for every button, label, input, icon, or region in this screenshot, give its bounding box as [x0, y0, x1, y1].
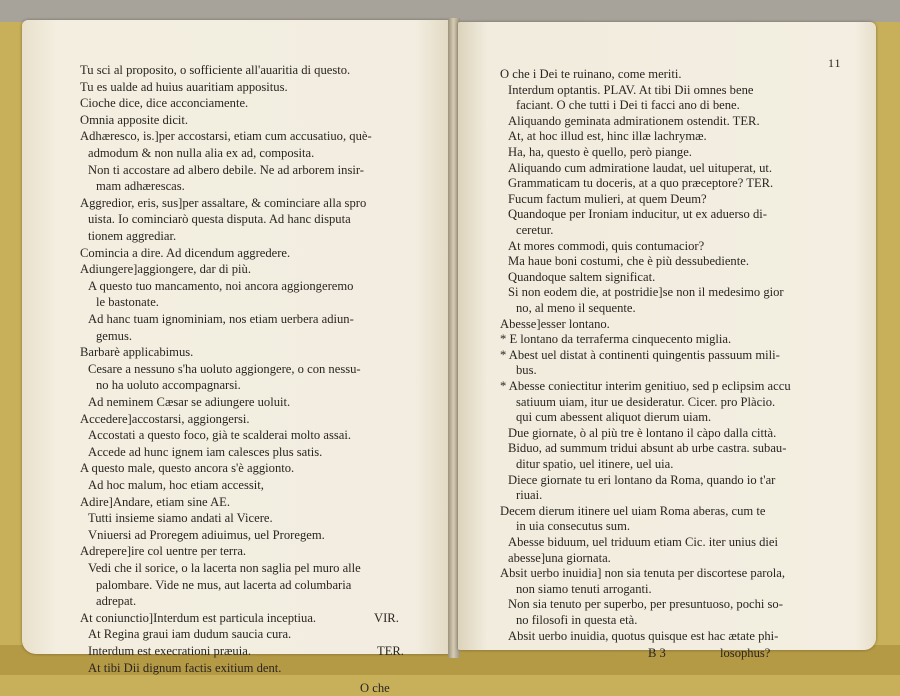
text-line: Adrepere]ire col uentre per terra. [80, 544, 247, 559]
signature-mark: B 3 [648, 646, 666, 661]
text-line: A questo male, questo ancora s'è aggionto. [80, 461, 295, 476]
margin-note: TER. [377, 644, 404, 658]
text-line: Accostati a questo foco, già te scalderai molto assai. [88, 428, 351, 443]
text-line: Quandoque saltem significat. [508, 269, 656, 284]
text-line: Cioche dice, dice acconciamente. [80, 96, 249, 111]
right-page [458, 22, 876, 661]
text-line: Diece giornate tu eri lontano da Roma, quando io t'ar [508, 472, 776, 487]
text-line: Aliquando geminata admirationem ostendit. TER. [508, 113, 760, 128]
text-line: * Abesse coniectitur interim genitiuo, sed p eclipsim accu [500, 379, 791, 393]
text-line: no, al meno il sequente. [516, 301, 636, 315]
text-line: Accede ad hunc ignem iam calesces plus satis. [88, 444, 323, 459]
text-line: Interdum optantis. PLAV. At tibi Dii omnes bene [508, 82, 754, 97]
text-line: Interdum est execrationi præuia. [88, 644, 251, 658]
text-line: Absit uerbo inuidia] non sia tenuta per discortese parola, [500, 566, 786, 581]
text-line: Fucum factum mulieri, at quem Deum? [508, 191, 707, 206]
text-line: le bastonate. [96, 295, 159, 310]
catchword: O che [360, 681, 390, 696]
left-page [22, 20, 450, 696]
text-line: Absit uerbo inuidia, quotus quisque est hac ætate phi- [508, 628, 779, 643]
text-line: ditur spatio, uel itinere, uel uia. [516, 457, 674, 471]
text-line: Barbarè applicabimus. [80, 345, 194, 360]
text-line: Ad hoc malum, hoc etiam accessit, [88, 478, 264, 492]
text-line: At tibi Dii dignum factis exitium dent. [88, 660, 282, 675]
text-line: adrepat. [96, 594, 137, 609]
text-line: Ad neminem Cæsar se adiungere uoluit. [88, 395, 291, 409]
text-line: At coniunctio]Interdum est particula inceptiua. [80, 610, 317, 625]
text-line: Non ti accostare ad albero debile. Ne ad arborem insir- [88, 162, 364, 177]
text-line: Grammaticam tu doceris, at a quo præceptore? TER. [508, 176, 774, 191]
text-line: At Regina graui iam dudum saucia cura. [88, 627, 292, 642]
text-line: abesse]una giornata. [508, 550, 611, 565]
text-line: admodum & non nulla alia ex ad, composita. [88, 146, 315, 160]
text-line: Due giornate, ò al più tre è lontano il càpo dalla città. [508, 425, 777, 440]
text-line: mam adhærescas. [96, 179, 185, 194]
text-line: Adire]Andare, etiam sine AE. [80, 494, 231, 509]
text-line: qui cum abessent aliquot dierum uiam. [516, 410, 712, 425]
text-line: * E lontano da terraferma cinquecento miglia. [500, 332, 732, 347]
text-line: Ha, ha, questo è quello, però piange. [508, 145, 692, 159]
text-line: tionem aggrediar. [88, 229, 177, 243]
text-line: At, at hoc illud est, hinc illæ lachrymæ. [508, 129, 707, 144]
text-line: uista. Io cominciarò questa disputa. Ad hanc disputa [88, 212, 351, 227]
text-line: Aliquando cum admiratione laudat, uel uituperat, ut. [508, 160, 773, 175]
margin-note: VIR. [374, 610, 399, 625]
text-line: Abesse]esser lontano. [500, 316, 610, 331]
text-line: Accedere]accostarsi, aggiongersi. [80, 411, 250, 426]
text-line: riuai. [516, 488, 543, 503]
text-line: Tu sci al proposito, o sofficiente all'auaritia di questo. [80, 63, 351, 77]
text-line: no ha uoluto accompagnarsi. [96, 378, 241, 393]
text-line: Adhæresco, is.]per accostarsi, etiam cum accusatiuo, què- [80, 129, 372, 144]
text-line: At mores commodi, quis contumacior? [508, 238, 705, 253]
catchword: losophus? [720, 646, 771, 661]
text-line: Vedi che il sorice, o la lacerta non saglia pel muro alle [88, 561, 361, 575]
text-line: Abesse biduum, uel triduum etiam Cic. iter unius diei [508, 535, 779, 549]
text-line: A questo tuo mancamento, noi ancora aggiongeremo [88, 278, 354, 293]
text-line: Non sia tenuto per superbo, per presuntuoso, pochi so- [508, 597, 783, 612]
text-line: Adiungere]aggiongere, dar di più. [80, 262, 252, 277]
text-line: Ad hanc tuam ignominiam, nos etiam uerbera adiun- [88, 312, 354, 326]
text-line: Cesare a nessuno s'ha uoluto aggiongere, o con nessu- [88, 361, 361, 376]
text-line: gemus. [96, 328, 133, 343]
left-page-text [22, 20, 450, 696]
text-line: Omnia apposite dicit. [80, 112, 189, 127]
text-line: Ma haue boni costumi, che è più dessubediente. [508, 254, 749, 269]
text-line: faciant. O che tutti i Dei ti facci ano di bene. [516, 98, 740, 113]
text-line: Tu es ualde ad huius auaritiam appositus. [80, 79, 288, 94]
text-line: Vniuersi ad Proregem adiuimus, uel Proregem. [88, 527, 325, 542]
right-page-text [458, 22, 876, 661]
text-line: palombare. Vide ne mus, aut lacerta ad columbaria [96, 577, 352, 592]
text-line: in uia consecutus sum. [516, 519, 631, 534]
text-line: Comincia a dire. Ad dicendum aggredere. [80, 245, 291, 260]
text-line: no filosofi in questa età. [516, 613, 638, 627]
text-line: * Abest uel distat à continenti quingentis passuum mili- [500, 347, 780, 362]
text-line: Aggredior, eris, sus]per assaltare, & cominciare alla spro [80, 195, 367, 210]
text-line: O che i Dei te ruinano, come meriti. [500, 67, 682, 81]
text-line: Decem dierum itinere uel uiam Roma aberas, cum te [500, 503, 766, 518]
page-number: 11 [828, 56, 842, 70]
text-line: Biduo, ad summum tridui absunt ab urbe castra. subau- [508, 441, 787, 456]
text-line: bus. [516, 363, 537, 378]
text-line: Tutti insieme siamo andati al Vicere. [88, 511, 273, 526]
text-line: Quandoque per Ironiam inducitur, ut ex aduerso di- [508, 207, 767, 222]
text-line: Si non eodem die, at postridie]se non il medesimo gior [508, 285, 784, 300]
text-line: non siamo tenuti arroganti. [516, 581, 652, 596]
text-line: ceretur. [516, 223, 554, 237]
text-line: satiuum uiam, itur ue desideratur. Cicer. pro Plàcio. [516, 394, 776, 409]
